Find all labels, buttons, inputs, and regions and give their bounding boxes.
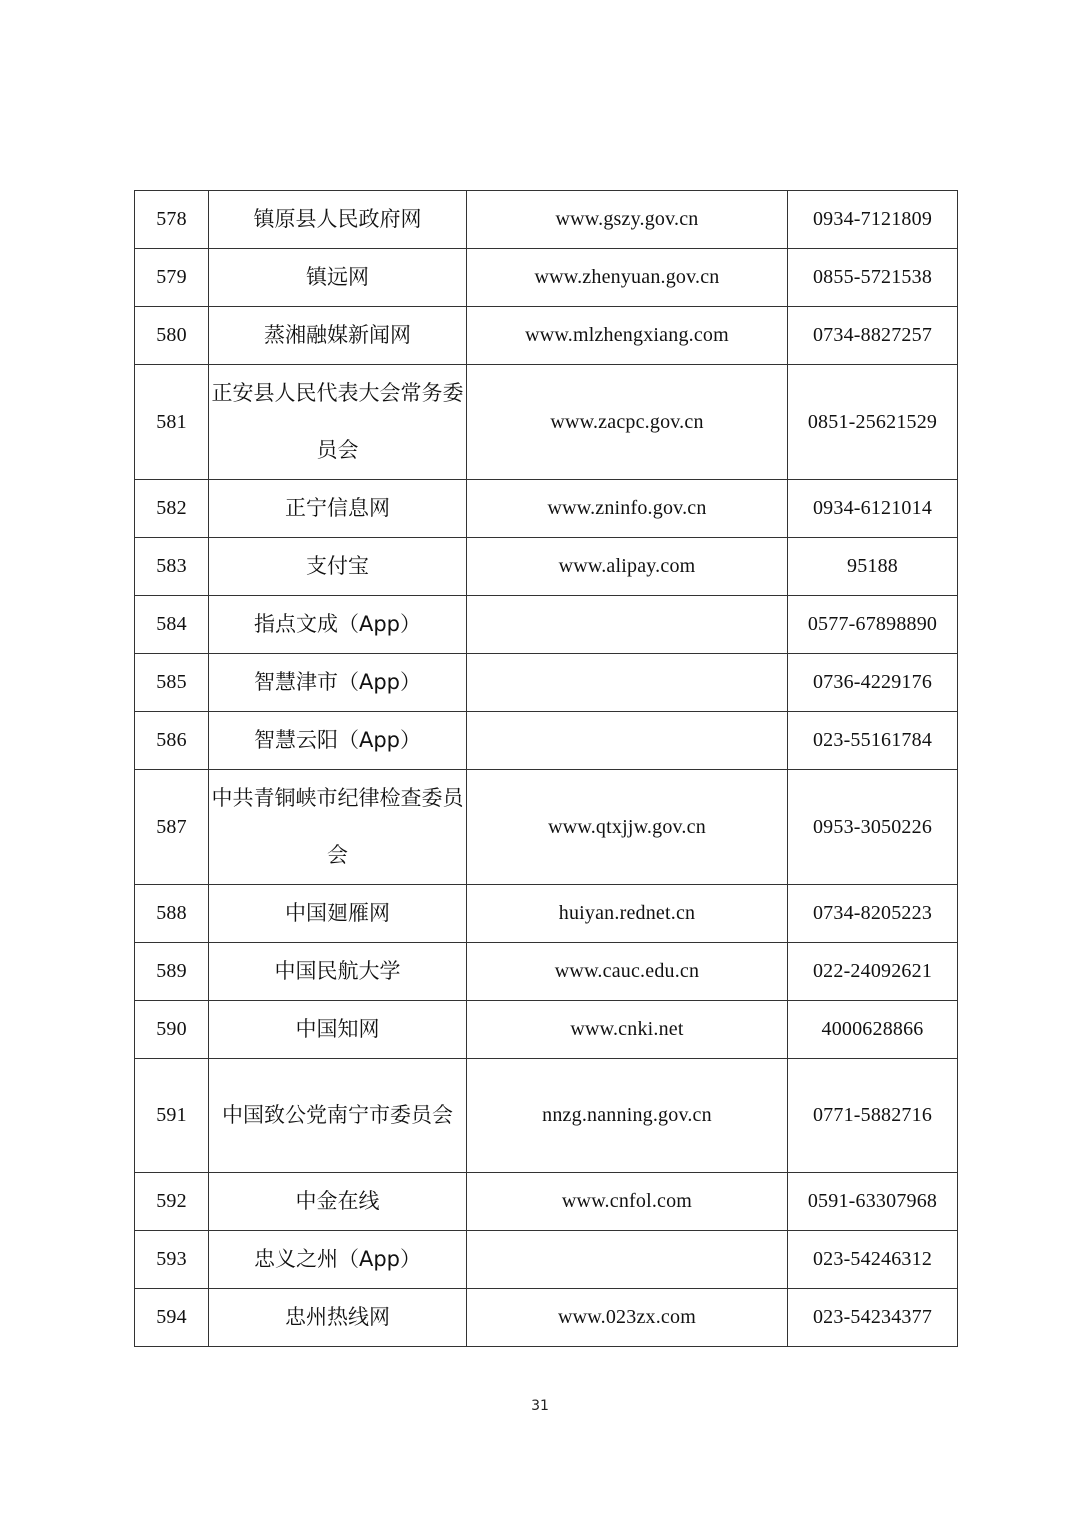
phone-number: 023-55161784 — [788, 712, 958, 770]
table-row — [135, 885, 958, 943]
phone-number: 0934-7121809 — [788, 191, 958, 249]
table-row — [135, 1173, 958, 1231]
table-row — [135, 1231, 958, 1289]
table-row — [135, 538, 958, 596]
phone-number: 0851-25621529 — [788, 365, 958, 480]
row-number: 588 — [135, 885, 209, 943]
table-row — [135, 943, 958, 1001]
phone-number: 0591-63307968 — [788, 1173, 958, 1231]
site-name: 正宁信息网 — [209, 480, 467, 538]
row-number: 580 — [135, 307, 209, 365]
page-number: 31 — [531, 1398, 549, 1414]
phone-number: 023-54234377 — [788, 1289, 958, 1347]
site-url: nnzg.nanning.gov.cn — [467, 1059, 788, 1173]
phone-number: 0577-67898890 — [788, 596, 958, 654]
site-name: 正安县人民代表大会常务委员会 — [209, 365, 467, 480]
site-url: www.zhenyuan.gov.cn — [467, 249, 788, 307]
row-number: 578 — [135, 191, 209, 249]
row-number: 583 — [135, 538, 209, 596]
site-url: www.alipay.com — [467, 538, 788, 596]
table-row — [135, 770, 958, 885]
row-number: 590 — [135, 1001, 209, 1059]
phone-number: 4000628866 — [788, 1001, 958, 1059]
site-name: 中国民航大学 — [209, 943, 467, 1001]
site-url — [467, 654, 788, 712]
row-number: 594 — [135, 1289, 209, 1347]
site-name: 智慧云阳（App） — [209, 712, 467, 770]
site-name: 忠义之州（App） — [209, 1231, 467, 1289]
site-url: www.zacpc.gov.cn — [467, 365, 788, 480]
site-url: www.023zx.com — [467, 1289, 788, 1347]
site-name: 中国知网 — [209, 1001, 467, 1059]
row-number: 593 — [135, 1231, 209, 1289]
site-name: 指点文成（App） — [209, 596, 467, 654]
table-row — [135, 1001, 958, 1059]
site-url: www.qtxjjw.gov.cn — [467, 770, 788, 885]
row-number: 586 — [135, 712, 209, 770]
phone-number: 0953-3050226 — [788, 770, 958, 885]
phone-number: 0934-6121014 — [788, 480, 958, 538]
row-number: 579 — [135, 249, 209, 307]
table-row — [135, 307, 958, 365]
site-name: 中金在线 — [209, 1173, 467, 1231]
site-name: 忠州热线网 — [209, 1289, 467, 1347]
site-name: 中国致公党南宁市委员会 — [209, 1059, 467, 1173]
table-row — [135, 191, 958, 249]
website-listing-table — [134, 190, 958, 1347]
row-number: 591 — [135, 1059, 209, 1173]
table-row — [135, 712, 958, 770]
site-url — [467, 712, 788, 770]
site-url — [467, 1231, 788, 1289]
site-url: www.zninfo.gov.cn — [467, 480, 788, 538]
site-name: 支付宝 — [209, 538, 467, 596]
row-number: 589 — [135, 943, 209, 1001]
table-row — [135, 654, 958, 712]
table-row — [135, 1289, 958, 1347]
phone-number: 022-24092621 — [788, 943, 958, 1001]
phone-number: 0855-5721538 — [788, 249, 958, 307]
table-row — [135, 480, 958, 538]
site-url: www.cauc.edu.cn — [467, 943, 788, 1001]
table-row — [135, 1059, 958, 1173]
site-name: 镇远网 — [209, 249, 467, 307]
site-name: 中共青铜峡市纪律检查委员会 — [209, 770, 467, 885]
site-url: www.mlzhengxiang.com — [467, 307, 788, 365]
site-name: 镇原县人民政府网 — [209, 191, 467, 249]
phone-number: 0771-5882716 — [788, 1059, 958, 1173]
table-row — [135, 596, 958, 654]
row-number: 582 — [135, 480, 209, 538]
site-url: www.gszy.gov.cn — [467, 191, 788, 249]
row-number: 587 — [135, 770, 209, 885]
site-name: 中国廻雁网 — [209, 885, 467, 943]
site-url — [467, 596, 788, 654]
site-name: 蒸湘融媒新闻网 — [209, 307, 467, 365]
site-name: 智慧津市（App） — [209, 654, 467, 712]
site-url: www.cnfol.com — [467, 1173, 788, 1231]
row-number: 584 — [135, 596, 209, 654]
site-url: huiyan.rednet.cn — [467, 885, 788, 943]
row-number: 581 — [135, 365, 209, 480]
phone-number: 023-54246312 — [788, 1231, 958, 1289]
phone-number: 0736-4229176 — [788, 654, 958, 712]
phone-number: 0734-8827257 — [788, 307, 958, 365]
row-number: 592 — [135, 1173, 209, 1231]
site-url: www.cnki.net — [467, 1001, 788, 1059]
phone-number: 0734-8205223 — [788, 885, 958, 943]
row-number: 585 — [135, 654, 209, 712]
table-row — [135, 249, 958, 307]
table-row — [135, 365, 958, 480]
phone-number: 95188 — [788, 538, 958, 596]
